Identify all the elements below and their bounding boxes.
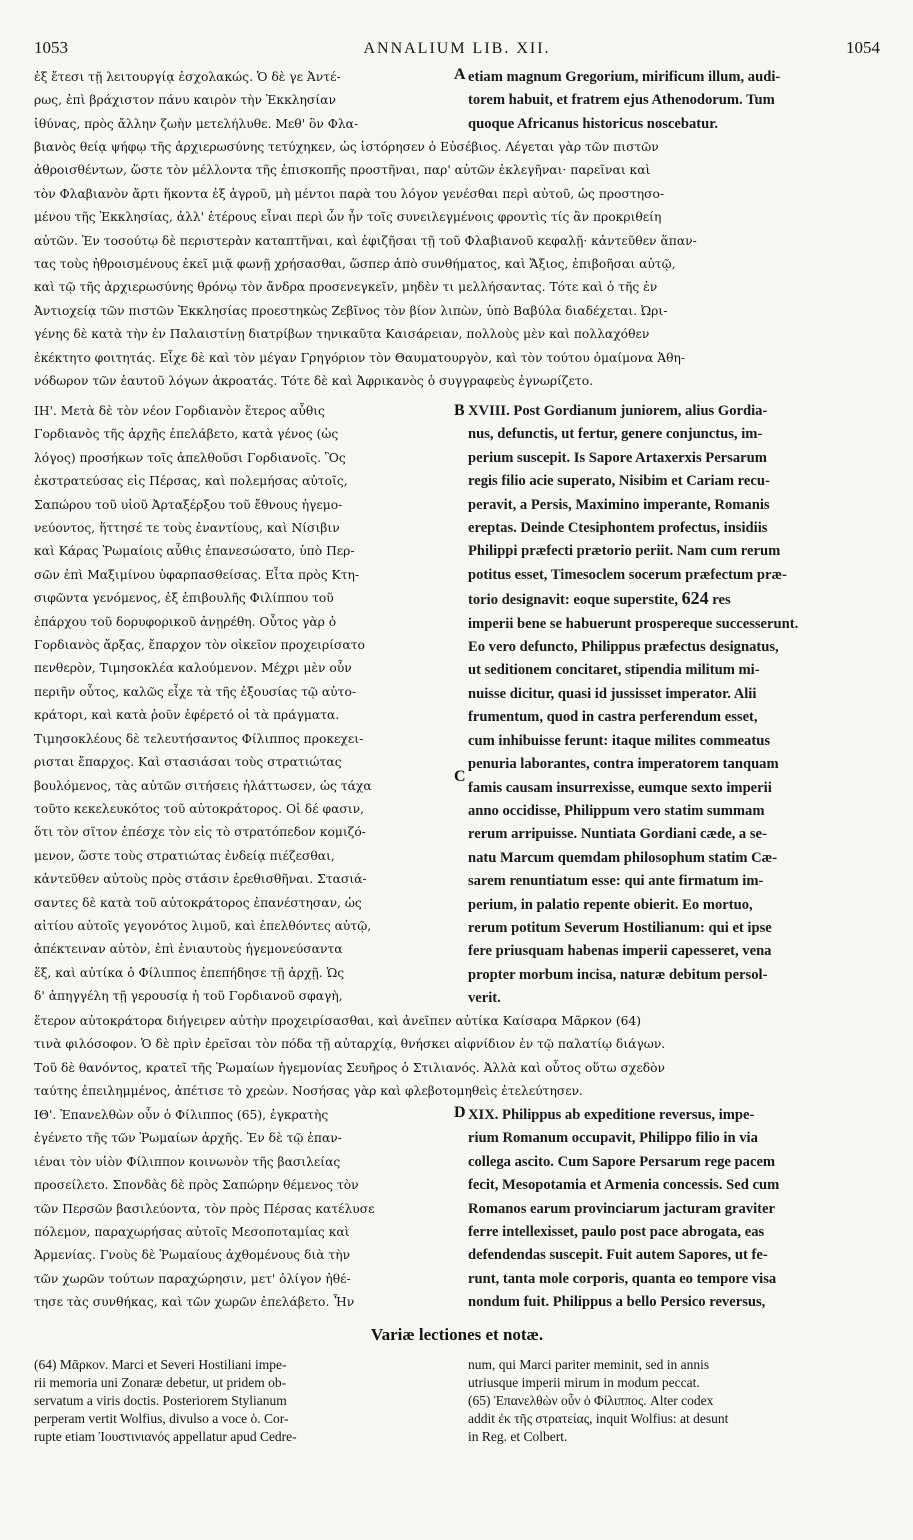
text-line: τοῦτο κεκελευκότος τοῦ αὐτοκράτορος. Οἱ δέ φασιν, [34, 801, 364, 816]
note-line: in Reg. et Colbert. [468, 1429, 568, 1444]
text-line: defendendas suscepit. Fuit autem Sapores, ut fe- [468, 1247, 768, 1264]
margin-letter-b: B [454, 402, 465, 419]
text-line: καὶ Κάρας Ῥωμαίοις αὖθις ἐπανεσώσατο, ὑπὸ Περ- [34, 544, 355, 559]
text-line: ΙΗ'. Μετὰ δὲ τὸν νέον Γορδιανὸν ἕτερος αὖθις [34, 404, 325, 418]
text-line-with-marker [468, 587, 880, 612]
text-line: Γορδιανὸς τῆς ἀρχῆς ἐπελάβετο, κατὰ γένος (ὡς [34, 427, 339, 442]
text-line: Τοῦ δὲ θανόντος, κρατεῖ τῆς Ῥωμαίων ἡγεμονίας Σευῆρος ὁ Στιλιανός. Ἀλλὰ καὶ οὗτος οὕτω σχεδὸν [34, 1060, 665, 1075]
text-line: nondum fuit. Philippus a bello Persico reversus, [468, 1294, 766, 1311]
text-line: ἰθύνας, πρὸς ἄλλην ζωὴν μετελήλυθε. Μεθ' ὃν Φλα- [34, 116, 359, 131]
text-span: torio designavit: eoque superstite, [468, 592, 678, 609]
text-line: regis filio acie superato, Nisibim et Cariam recu- [468, 473, 770, 490]
text-line: ἐκέκτητο φοιτητάς. Εἶχε δὲ καὶ τὸν μέγαν Γρηγόριον τὸν Θαυματουργὸν, καὶ τὸν τούτου ὁμαίμονα Ἀθη- [34, 350, 686, 365]
text-line: ΙΘ'. Ἐπανελθὼν οὖν ὁ Φίλιππος (65), ἐγκρατὴς [34, 1108, 329, 1122]
text-line: ut seditionem concitaret, stipendia militum mi- [468, 662, 760, 679]
text-line: Ἀντιοχείᾳ τῶν πιστῶν Ἐκκλησίας προεστηκὼς Ζεβῖνος τὸν βίον λιπὼν, ὑπὸ Βαβύλα διαδέχεται. Ὠρι- [34, 303, 668, 318]
text-line: XIX. Philippus ab expeditione reversus, impe- [468, 1107, 755, 1123]
text-line: ἀπέκτειναν αὐτὸν, ἐπὶ ἐνιαυτοὺς ἡγεμονεύσαντα [34, 942, 343, 957]
text-line: Romanos earum provinciarum jacturam graviter [468, 1200, 775, 1217]
text-line: λόγος) προσήκων τοῖς ἀπελθοῦσι Γορδιανοῖς. Ὃς [34, 450, 346, 465]
text-line: σῶν ἐπὶ Μαξιμίνου ὑφαρπασθείσας. Εἶτα πρὸς Κτη- [34, 567, 360, 582]
text-line: runt, tanta mole corporis, quanta eo tempore visa [468, 1270, 777, 1287]
text-line: cum inhibuisse ferunt: itaque milites commeatus [468, 732, 771, 749]
text-line: τῶν χωρῶν τούτων παραχώρησιν, μετ' ὀλίγον ἠθέ- [34, 1271, 351, 1286]
text-line: sarem renuntiatum esse: qui ante firmatum im- [468, 873, 764, 890]
note-line: (65) Ἐπανελθὼν οὖν ὁ Φίλιππος. Alter codex [468, 1393, 714, 1408]
text-line: κράτορι, καὶ κατὰ ῥοῦν ἐφέρετό οἱ τὰ πράγματα. [34, 708, 340, 723]
text-line: nuisse dicitur, quasi id jussisset imperator. Alii [468, 685, 757, 702]
text-line: perium, in palatio repente obierit. Eo mortuo, [468, 896, 753, 913]
text-line: rium Romanum occupavit, Philippo filio in via [468, 1130, 758, 1147]
text-line: βιανὸς θείᾳ ψήφῳ τῆς ἀρχιερωσύνης τετύχηκεν, ὡς ἱστόρησεν ὁ Εὐσέβιος. Λέγεται γὰρ τῶν πιστῶν [34, 140, 659, 154]
text-line: πενθερὸν, Τιμησοκλέα καλούμενον. Μέχρι μὲν οὖν [34, 661, 352, 676]
text-line: νεύοντος, ἥττησέ τε τοὺς ἐναντίους, καὶ Νίσιβιν [34, 521, 340, 536]
note-line: utriusque imperii mirum in modum peccat. [468, 1375, 700, 1390]
text-line: τῶν Περσῶν βασιλεύοντα, τὸν πρὸς Πέρσας κατέλυσε [34, 1201, 375, 1216]
text-line: fere priusquam habenas imperii capesseret, vena [468, 943, 772, 960]
text-line: βουλόμενος, τὰς αὐτῶν σιτήσεις ἠλάττωσεν, ὡς τάχα [34, 778, 372, 793]
text-line: Τιμησοκλέους δὲ τελευτήσαντος Φίλιππος προκεχει- [34, 731, 364, 746]
text-line: ἐγένετο τῆς τῶν Ῥωμαίων ἀρχῆς. Ἐν δὲ τῷ ἐπαν- [34, 1131, 342, 1146]
text-line: σαντες δὲ κατὰ τοῦ αὐτοκράτορος ἐπανέστησαν, ὡς [34, 895, 362, 910]
text-line: famis causam insurrexisse, eumque sexto imperii [468, 779, 772, 796]
text-line: ρως, ἐπὶ βράχιστον πάνυ καιρὸν τὴν Ἐκκλησίαν [34, 93, 336, 108]
text-line: ὅτι τὸν σῖτον ἐπέσχε τὸν εἰς τὸ στρατόπεδον κομιζό- [34, 825, 366, 840]
text-line: τινὰ φιλόσοφον. Ὁ δὲ πρὶν ἐρεῖσαι τὸν πόδα τῇ αὐταρχίᾳ, θνήσκει αἰφνίδιον ἐν τῷ παλατίῳ διάγων. [34, 1037, 666, 1052]
text-line: imperii bene se habuerunt prospereque successerunt. [468, 615, 799, 632]
text-line: ereptas. Deinde Ctesiphontem profectus, insidiis [468, 520, 768, 537]
section-18-greek-full [34, 1010, 880, 1104]
text-line: natu Marcum quemdam philosophum statim Cæ- [468, 849, 778, 866]
text-span: res [712, 592, 731, 609]
note-line: num, qui Marci pariter meminit, sed in annis [468, 1357, 710, 1372]
text-line: γένης δὲ κατὰ τὴν ἐν Παλαιστίνῃ διατρίβων τηνικαῦτα Καισάρειαν, πολλοὺς μὲν καὶ πολλαχόθεν [34, 327, 650, 342]
note-line: (64) Μᾶρκον. Marci et Severi Hostiliani impe- [34, 1357, 287, 1372]
text-line: ἐκστρατεύσας εἰς Πέρσας, καὶ πολεμήσας αὐτοῖς, [34, 474, 348, 489]
text-line: potitus esset, Timesoclem socerum præfectum præ- [468, 566, 787, 583]
notes-heading: Variæ lectiones et notæ. [370, 1325, 544, 1344]
text-line: peravit, a Persis, Maximino imperante, Romanis [468, 496, 770, 513]
top-greek-full [34, 136, 880, 393]
top-latin-column [468, 66, 880, 136]
text-line: torem habuit, et fratrem ejus Athenodorum. Tum [468, 92, 775, 109]
text-line: ἐπάρχου τοῦ δορυφορικοῦ ἀνῃρέθη. Οὗτος γὰρ ὁ [34, 614, 337, 629]
page-number-right: 1054 [846, 38, 880, 57]
text-line: ταύτης ἐπειλημμένος, ἀπέτισε τὸ χρεὼν. Νοσήσας γὰρ καὶ φλεβοτομηθεὶς ἐτελεύτησεν. [34, 1084, 583, 1099]
text-line: νόδωρον τῶν ἑαυτοῦ λόγων ἀκροατάς. Τότε δὲ καὶ Ἀφρικανὸς ὁ συγγραφεὺς ἐγνωρίζετο. [34, 374, 594, 389]
text-line: rerum arripuisse. Nuntiata Gordiani cæde, a se- [468, 826, 767, 843]
text-line: τησε τὰς συνθήκας, καὶ τῶν χωρῶν ἐπελάβετο. Ἦν [34, 1295, 355, 1310]
text-line: ἐξ ἔτεσι τῇ λειτουργίᾳ ἐσχολακώς. Ὁ δὲ γε Ἀντέ- [34, 70, 341, 84]
text-line: fecit, Mesopotamia et Armenia concessis. Sed cum [468, 1177, 780, 1194]
text-line: rerum potitum Severum Hostilianum: qui et ipse [468, 919, 772, 936]
page-number-left: 1053 [34, 38, 68, 57]
text-line: μενον, ὥστε τοὺς στρατιώτας ἐνδείᾳ πιέζεσθαι, [34, 848, 335, 863]
text-line: Σαπώρου τοῦ υἱοῦ Ἀρταξέρξου τοῦ ἔθνους ἡγεμο- [34, 497, 343, 512]
note-line: addit ἐκ τῆς στρατείας, inquit Wolfius: at desunt [468, 1411, 729, 1426]
text-line: ferre intellexisset, paulo post pace abrogata, eas [468, 1224, 765, 1241]
text-line: τας τοὺς ἠθροισμένους ἐκεῖ μιᾷ φωνῇ χρήσασθαι, ὥσπερ ἀπὸ συνθήματος, καὶ Ἄξιος, ἐπιβοῆσαι αὐτῷ, [34, 257, 676, 272]
text-line: quoque Africanus historicus noscebatur. [468, 115, 719, 132]
margin-letter-c: C [454, 768, 466, 785]
text-line: penuria laborantes, contra imperatorem tanquam [468, 756, 779, 773]
section-18-greek [34, 400, 454, 1009]
text-line: frumentum, quod in castra perferendum esset, [468, 709, 758, 726]
text-line: ρισται ἔπαρχος. Καὶ στασιάσαι τοὺς στρατιώτας [34, 755, 342, 770]
text-line: propter morbum incisa, naturæ debitum persol- [468, 966, 768, 983]
text-line: μένου τῆς Ἐκκλησίας, ἀλλ' ἑτέρους εἶναι περὶ ὧν ἦν τοῖς συνειλεγμένοις φροντὶς τίς ἂν προκριθείη [34, 210, 662, 225]
text-line: προσείλετο. Σπονδὰς δὲ πρὸς Σαπώρην θέμενος τὸν [34, 1178, 359, 1193]
margin-letter-a: A [454, 66, 466, 83]
text-line: XVIII. Post Gordianum juniorem, alius Gordia- [468, 403, 768, 419]
text-line: anno occidisse, Philippum vero statim summam [468, 802, 765, 819]
text-line: ἕξ, καὶ αὐτίκα ὁ Φίλιππος ἐπεπήδησε τῇ ἀρχῇ. Ὡς [34, 965, 345, 980]
section-19-latin [468, 1104, 880, 1315]
text-line: ιέναι τὸν υἱὸν Φίλιππον κοινωνὸν τῆς βασιλείας [34, 1154, 341, 1169]
text-line: etiam magnum Gregorium, mirificum illum, audi- [468, 69, 781, 85]
section-18-latin [468, 400, 880, 1011]
text-line: σιφῶντα γενόμενος, ἐξ ἐπιβουλῆς Φιλίππου τοῦ [34, 591, 334, 606]
text-line: δ' ἀπηγγέλη τῇ γερουσίᾳ ἡ τοῦ Γορδιανοῦ σφαγὴ, [34, 989, 343, 1004]
notes-right-column [468, 1356, 880, 1446]
text-line: καὶ τῷ τῆς ἀρχιερωσύνης θρόνῳ τὸν ἄνδρα προσενεγκεῖν, μηδὲν τι μελλήσαντας. Τότε καὶ ὁ τῆς ἐν [34, 280, 658, 295]
text-line: αὐτῶν. Ἐν τοσούτῳ δὲ περιστερὰν καταπτῆναι, καὶ ἐφιζῆσαι τῇ τοῦ Φλαβιανοῦ κεφαλῇ· κἀντεῦθεν ἅπαν- [34, 233, 697, 248]
text-line: verit. [468, 990, 501, 1007]
margin-letter-d: D [454, 1104, 466, 1121]
text-line: ἕτερον αὐτοκράτορα διήγειρεν αὐτὴν προχειρίσασθαι, καὶ ἀνεῖπεν αὐτίκα Καίσαρα Μᾶρκον (64) [34, 1014, 642, 1028]
text-line: Γορδιανὸς ἄρξας, ἔπαρχον τὸν οἰκεῖον προχειρίσατο [34, 638, 365, 653]
notes-left-column [34, 1356, 454, 1446]
note-line: perperam vertit Wolfius, divulso a voce ὁ. Cor- [34, 1411, 289, 1426]
text-line: αἰτίου αὐτοῖς γεγονότος λιμοῦ, καὶ ἐπελθόντες αὐτῷ, [34, 918, 372, 933]
note-line: rii memoria uni Zonaræ debetur, ut pridem ob- [34, 1375, 287, 1390]
top-greek-column [34, 66, 454, 136]
section-19-greek [34, 1104, 454, 1315]
text-line: Ἀρμενίας. Γνοὺς δὲ Ῥωμαίους ἀχθομένους διὰ τὴν [34, 1248, 351, 1263]
text-line: Philippi præfecti prætorio periit. Nam cum rerum [468, 543, 781, 560]
page [34, 0, 880, 1540]
text-line: ἀθροισθέντων, ὥστε τὸν μέλλοντα τῆς ἐπισκοπῆς προστῆναι, παρ' αὐτῶν ἐκλεγῆναι· παρεῖναι καὶ [34, 163, 651, 178]
text-line: Eo vero defuncto, Philippus præfectus designatus, [468, 639, 779, 656]
text-line: collega ascito. Cum Sapore Persarum rege pacem [468, 1153, 776, 1170]
note-line: rupte etiam Ἰουστινιανός appellatur apud Cedre- [34, 1429, 297, 1444]
text-line: nus, defunctis, ut fertur, genere conjunctus, im- [468, 426, 763, 443]
text-line: πόλεμον, παραχωρήσας αὐτοῖς Μεσοποταμίας καὶ [34, 1225, 350, 1240]
running-title: ANNALIUM LIB. XII. [363, 40, 551, 57]
note-line: servatum a viris doctis. Posteriorem Stylianum [34, 1393, 287, 1408]
text-line: perium suscepit. Is Sapore Artaxerxis Persarum [468, 449, 767, 466]
page-marker: 624 [681, 588, 709, 609]
text-line: περιῆν οὗτος, καλῶς εἶχε τὰ τῆς ἐξουσίας τῷ αὐτο- [34, 684, 357, 699]
text-line: τὸν Φλαβιανὸν ἄρτι ἥκοντα ἐξ ἀγροῦ, μὴ μέντοι παρὰ του λόγον γενέσθαι περὶ αὐτοῦ, ὡς προστησο- [34, 186, 665, 201]
page-header [34, 38, 880, 66]
text-line: κἀντεῦθεν αὐτοὺς πρὸς στάσιν ἐρεθισθῆναι. Στασιά- [34, 872, 367, 887]
